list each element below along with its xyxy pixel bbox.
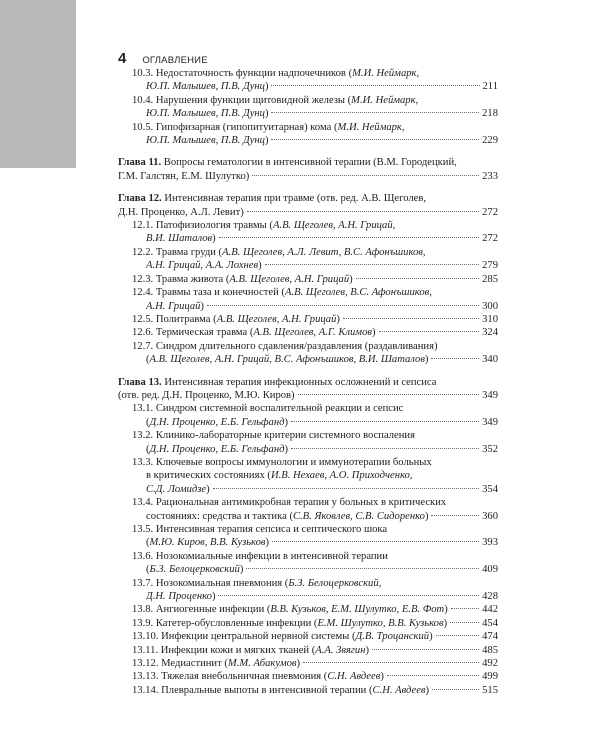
- title-text: Интенсивная терапия при травме (отв. ред. А.В. Щеголев,: [161, 193, 426, 205]
- authors-text: Д.Н. Проценко: [146, 591, 212, 603]
- authors-text: А.В. Щеголев, А.Л. Левит, В.С. Афонъшиков,: [222, 246, 426, 258]
- toc-entry[interactable]: [118, 273, 498, 286]
- toc-entry[interactable]: [118, 496, 498, 523]
- dot-leader: [218, 595, 479, 596]
- toc-line: [132, 340, 498, 353]
- toc-page-number: 352: [482, 443, 498, 455]
- toc-line-text: [132, 684, 429, 697]
- title-text: 10.3. Недостаточность функции надпочечников (: [132, 68, 353, 79]
- closing-text: ): [264, 108, 269, 120]
- toc-line-text: [132, 246, 426, 259]
- toc-page-number: 300: [482, 300, 498, 312]
- toc-entry[interactable]: [118, 121, 498, 148]
- toc-line: [132, 80, 498, 93]
- title-text: (: [146, 564, 150, 576]
- toc-line: [132, 577, 498, 590]
- dot-leader: [219, 237, 479, 238]
- closing-text: ): [284, 416, 288, 428]
- toc-line: [132, 496, 498, 509]
- title-text: 13.10. Инфекции центральной нервной системы (: [132, 631, 356, 643]
- toc-line: [132, 259, 498, 272]
- toc-page-number: 272: [482, 206, 498, 218]
- toc-entry[interactable]: [118, 340, 498, 367]
- title-text: 12.4. Травмы таза и конечностей (: [132, 287, 285, 299]
- authors-text: А.В. Щеголев, А.Г. Климов: [253, 327, 372, 339]
- closing-text: ): [200, 300, 204, 312]
- closing-text: ): [443, 617, 448, 629]
- toc-line: [132, 121, 498, 134]
- dot-leader: [356, 278, 479, 279]
- toc-line: [132, 300, 498, 313]
- authors-text: М.Ю. Киров, В.В. Кузьков: [149, 537, 266, 549]
- toc-entry[interactable]: [118, 684, 498, 697]
- toc-line-text: [146, 563, 243, 576]
- toc-page-number: 272: [482, 233, 498, 245]
- toc-line-text: [118, 156, 457, 169]
- toc-line-text: [132, 429, 415, 442]
- toc-line: [132, 246, 498, 259]
- title-text: (: [146, 443, 150, 455]
- toc-entry[interactable]: [118, 219, 498, 246]
- toc-page-number: 211: [482, 81, 498, 93]
- title-text: 13.11. Инфекции кожи и мягких тканей (: [132, 644, 316, 656]
- authors-text: А.В. Щеголев, А.Н. Грицай: [229, 273, 350, 285]
- toc-line-text: [146, 259, 262, 272]
- toc-line-text: [132, 550, 388, 563]
- toc-line: [118, 170, 498, 183]
- authors-text: С.Н. Авдеев: [372, 684, 426, 696]
- toc-line-text: [146, 483, 210, 496]
- closing-text: ): [265, 537, 270, 549]
- toc-line: [132, 617, 498, 630]
- title-text: 13.13. Тяжелая внебольничная пневмония (: [132, 671, 328, 683]
- toc-entry[interactable]: [118, 313, 498, 326]
- title-text: 13.2. Клинико-лабораторные критерии системного воспаления: [132, 430, 415, 442]
- toc-line-text: [132, 340, 438, 353]
- dot-leader: [271, 139, 479, 140]
- dot-leader: [252, 175, 479, 176]
- closing-text: ): [284, 443, 288, 455]
- toc-chapter[interactable]: [118, 192, 498, 219]
- toc-page-number: 349: [482, 389, 498, 401]
- authors-text: Ю.П. Малышев, П.В. Дунц: [146, 108, 265, 120]
- toc-page-number: 442: [482, 604, 498, 616]
- toc-page-number: 218: [482, 108, 498, 120]
- authors-text: А.В. Щеголев, В.С. Афонъшиков,: [284, 287, 432, 299]
- toc-line: [132, 483, 498, 496]
- toc-line: [132, 670, 498, 683]
- toc-page-number: 428: [482, 591, 498, 603]
- dot-leader: [271, 85, 479, 86]
- toc-line-text: [132, 603, 448, 616]
- authors-text: А.В. Щеголев, А.Н. Грицай: [216, 313, 337, 325]
- toc-line-text: [146, 469, 412, 482]
- toc-entry[interactable]: [118, 577, 498, 604]
- toc-page-number: 454: [482, 617, 498, 629]
- toc-entry[interactable]: [118, 456, 498, 496]
- title-text: (отв. ред. Д.Н. Проценко, М.Ю. Киров): [118, 389, 295, 401]
- title-text: 12.6. Термическая травма (: [132, 327, 254, 339]
- toc-line-text: [146, 443, 288, 456]
- closing-text: ): [211, 591, 216, 603]
- title-text: 10.4. Нарушения функции щитовидной железы (: [132, 94, 352, 106]
- authors-text: Б.З. Белоцерковский: [149, 564, 240, 576]
- toc-line-text: [118, 170, 249, 183]
- closing-text: ): [424, 354, 429, 366]
- closing-text: ): [429, 631, 433, 643]
- title-text: (: [146, 537, 150, 549]
- toc-line: [132, 232, 498, 245]
- toc-line-text: [132, 402, 403, 415]
- toc-line: [132, 469, 498, 482]
- toc-page-number: 324: [482, 327, 498, 339]
- toc-line-text: [146, 107, 268, 120]
- toc-line-text: [146, 134, 268, 147]
- toc-page-number: 340: [482, 354, 498, 366]
- toc-entry[interactable]: [118, 67, 498, 94]
- closing-text: ): [212, 233, 216, 245]
- toc-line: [132, 67, 498, 80]
- authors-text: С.Д. Ломидзе: [146, 483, 207, 495]
- toc-page-number: 499: [482, 671, 498, 683]
- toc-line-text: [146, 416, 288, 429]
- toc-line-text: [146, 232, 216, 245]
- toc-line-text: [132, 670, 384, 683]
- closing-text: ): [425, 684, 430, 696]
- chapter-label: Глава 13.: [118, 376, 162, 388]
- closing-text: ): [206, 483, 210, 495]
- authors-text: Д.Н. Проценко, Е.Б. Гельфанд: [149, 416, 285, 428]
- authors-text: И.В. Нехаев, А.О. Приходченко,: [270, 470, 413, 482]
- title-text: 13.1. Синдром системной воспалительной реакции и сепсис: [132, 403, 404, 415]
- authors-text: Б.З. Белоцерковский,: [288, 577, 382, 589]
- toc-page-number: 409: [482, 564, 498, 576]
- title-text: 13.12. Медиастинит (: [132, 658, 228, 670]
- toc-line: [118, 376, 498, 389]
- toc-line: [132, 107, 498, 120]
- dot-leader: [431, 358, 479, 359]
- page-header: [118, 50, 208, 67]
- toc-line: [132, 219, 498, 232]
- toc-line-text: [132, 523, 387, 536]
- toc-entry[interactable]: [118, 94, 498, 121]
- title-text: 13.7. Нозокомиальная пневмония (: [132, 577, 289, 589]
- toc-line: [132, 603, 498, 616]
- toc-line-text: [118, 192, 426, 205]
- page-number: 4: [118, 50, 127, 67]
- dot-leader: [246, 568, 479, 569]
- toc-line: [132, 326, 498, 339]
- title-text: 10.5. Гипофизарная (гипопитуитарная) кома (: [132, 121, 338, 133]
- title-text: (: [146, 354, 150, 366]
- toc-line: [118, 206, 498, 219]
- toc-line: [118, 389, 498, 402]
- authors-text: Д.В. Троцанский: [355, 631, 430, 643]
- dot-leader: [372, 649, 479, 650]
- closing-text: ): [264, 135, 269, 147]
- authors-text: А.Н. Грицай: [146, 300, 201, 312]
- chapter-label: Глава 11.: [118, 157, 162, 169]
- title-text: 12.5. Политравма (: [132, 313, 217, 325]
- dot-leader: [450, 622, 479, 623]
- toc-line: [132, 443, 498, 456]
- dot-leader: [265, 264, 479, 265]
- toc-line: [132, 456, 498, 469]
- toc-page-number: 474: [482, 631, 498, 643]
- title-text: в критических состояниях (: [146, 470, 271, 482]
- dot-leader: [432, 689, 479, 690]
- toc-entry[interactable]: [118, 523, 498, 550]
- toc-line: [132, 536, 498, 549]
- toc-line-text: [118, 389, 295, 402]
- toc-line-text: [132, 94, 418, 107]
- dot-leader: [431, 515, 479, 516]
- toc-line-text: [132, 313, 340, 326]
- toc-line: [132, 684, 498, 697]
- toc-line: [132, 550, 498, 563]
- toc-line-text: [132, 121, 405, 134]
- authors-text: Е.М. Шулутко, В.В. Кузьков: [317, 617, 444, 629]
- toc-line-text: [132, 273, 353, 286]
- closing-text: ): [296, 658, 301, 670]
- authors-text: М.И. Неймарк,: [352, 68, 420, 79]
- toc-line-text: [132, 577, 381, 590]
- table-of-contents: [118, 67, 498, 697]
- toc-line: [132, 353, 498, 366]
- toc-line: [132, 510, 498, 523]
- toc-entry[interactable]: [118, 617, 498, 630]
- title-text: 12.1. Патофизиология травмы (: [132, 220, 273, 232]
- authors-text: С.Н. Авдеев: [327, 671, 381, 683]
- toc-line-text: [132, 617, 447, 630]
- toc-line-text: [132, 456, 432, 469]
- toc-entry[interactable]: [118, 657, 498, 670]
- toc-line: [118, 156, 498, 169]
- toc-page-number: 310: [482, 313, 498, 325]
- toc-line: [132, 134, 498, 147]
- dot-leader: [387, 675, 479, 676]
- authors-text: А.А. Звягин: [315, 644, 366, 656]
- authors-text: А.Н. Грицай, А.А. Лохнев: [146, 260, 259, 272]
- dot-leader: [207, 305, 479, 306]
- toc-page-number: 285: [482, 273, 498, 285]
- title-text: Интенсивная терапия инфекционных осложнений и сепсиса: [161, 376, 437, 388]
- toc-line: [132, 523, 498, 536]
- title-text: Г.М. Галстян, Е.М. Шулутко): [118, 170, 250, 182]
- dot-leader: [291, 448, 479, 449]
- toc-page-number: 485: [482, 644, 498, 656]
- toc-line-text: [146, 353, 428, 366]
- dot-leader: [272, 541, 479, 542]
- toc-entry[interactable]: [118, 644, 498, 657]
- closing-text: ): [264, 81, 269, 93]
- toc-page-number: 349: [482, 416, 498, 428]
- toc-entry[interactable]: [118, 670, 498, 683]
- toc-line: [132, 644, 498, 657]
- toc-chapter[interactable]: [118, 376, 498, 403]
- toc-line-text: [132, 657, 300, 670]
- authors-text: В.И. Шаталов: [146, 233, 213, 245]
- closing-text: ): [380, 671, 384, 683]
- dot-leader: [247, 211, 479, 212]
- toc-line: [132, 657, 498, 670]
- header-title: ОГЛАВЛЕНИЕ: [142, 55, 208, 66]
- dot-leader: [436, 635, 479, 636]
- toc-line-text: [146, 80, 268, 93]
- toc-page-number: 233: [482, 170, 498, 182]
- dot-leader: [271, 112, 479, 113]
- toc-page-number: 360: [482, 510, 498, 522]
- toc-page-number: 354: [482, 483, 498, 495]
- authors-text: Д.Н. Проценко, Е.Б. Гельфанд: [149, 443, 285, 455]
- title-text: (: [146, 416, 150, 428]
- authors-text: С.В. Яковлев, С.В. Сидоренко: [292, 510, 425, 522]
- toc-line: [132, 590, 498, 603]
- toc-entry[interactable]: [118, 429, 498, 456]
- toc-entry[interactable]: [118, 603, 498, 616]
- toc-page-number: 229: [482, 135, 498, 147]
- toc-line-text: [132, 326, 376, 339]
- toc-line-text: [132, 644, 369, 657]
- title-text: 12.7. Синдром длительного сдавления/раздавления (раздавливания): [132, 340, 438, 352]
- dot-leader: [379, 331, 480, 332]
- dot-leader: [343, 318, 479, 319]
- title-text: 13.5. Интенсивная терапия сепсиса и септического шока: [132, 524, 388, 535]
- toc-line-text: [132, 67, 419, 80]
- toc-entry[interactable]: [118, 402, 498, 429]
- toc-page-number: 515: [482, 684, 498, 696]
- toc-line-text: [118, 376, 436, 389]
- toc-entry[interactable]: [118, 550, 498, 577]
- toc-line: [132, 630, 498, 643]
- toc-page-number: 492: [482, 658, 498, 670]
- toc-line: [132, 273, 498, 286]
- toc-line-text: [146, 536, 269, 549]
- authors-text: М.И. Неймарк,: [337, 121, 405, 133]
- toc-line-text: [146, 590, 215, 603]
- title-text: Вопросы гематологии в интенсивной терапии (В.М. Городецкий,: [161, 157, 457, 169]
- authors-text: М.И. Неймарк,: [351, 94, 419, 106]
- toc-line-text: [132, 219, 395, 232]
- title-text: 13.6. Нозокомиальные инфекции в интенсивной терапии: [132, 550, 388, 562]
- toc-line-text: [118, 206, 244, 219]
- toc-entry[interactable]: [118, 630, 498, 643]
- toc-entry[interactable]: [118, 326, 498, 339]
- closing-text: ): [371, 327, 376, 339]
- toc-line-text: [146, 510, 428, 523]
- title-text: состояниях: средства и тактика (: [146, 510, 293, 522]
- side-color-tab: [0, 0, 76, 168]
- closing-text: ): [365, 644, 369, 656]
- toc-line: [132, 563, 498, 576]
- authors-text: М.М. Абакумов: [227, 658, 297, 670]
- toc-line: [132, 313, 498, 326]
- toc-page-number: 393: [482, 537, 498, 549]
- toc-line-text: [146, 300, 204, 313]
- title-text: 13.8. Ангиогенные инфекции (: [132, 604, 271, 616]
- toc-line: [132, 94, 498, 107]
- toc-line-text: [132, 630, 433, 643]
- toc-line-text: [132, 496, 446, 509]
- chapter-label: Глава 12.: [118, 193, 162, 205]
- closing-text: ): [336, 313, 340, 325]
- dot-leader: [291, 421, 479, 422]
- authors-text: А.В. Щеголев, А.Н. Грицай, В.С. Афонъшиков, В.И. Шаталов: [149, 354, 425, 366]
- toc-line: [132, 429, 498, 442]
- dot-leader: [451, 608, 479, 609]
- title-text: 13.4. Рациональная антимикробная терапия у больных в критических: [132, 497, 447, 509]
- toc-line: [132, 416, 498, 429]
- dot-leader: [303, 662, 479, 663]
- title-text: 13.14. Плевральные выпоты в интенсивной терапии (: [132, 684, 373, 696]
- authors-text: А.В. Щеголев, А.Н. Грицай,: [272, 220, 396, 232]
- toc-entry[interactable]: [118, 246, 498, 273]
- dot-leader: [213, 488, 480, 489]
- toc-page-number: 279: [482, 260, 498, 272]
- authors-text: Ю.П. Малышев, П.В. Дунц: [146, 81, 265, 93]
- toc-chapter[interactable]: [118, 156, 498, 183]
- closing-text: ): [424, 510, 429, 522]
- title-text: 12.3. Травма живота (: [132, 273, 230, 285]
- closing-text: ): [349, 273, 353, 285]
- toc-line: [132, 402, 498, 415]
- title-text: Д.Н. Проценко, А.Л. Левит): [118, 206, 244, 218]
- authors-text: В.В. Кузьков, Е.М. Шулутко, Е.В. Фот: [270, 604, 445, 616]
- toc-line: [132, 286, 498, 299]
- toc-line: [118, 192, 498, 205]
- dot-leader: [298, 394, 480, 395]
- toc-entry[interactable]: [118, 286, 498, 313]
- title-text: 13.9. Катетер-обусловленные инфекции (: [132, 617, 318, 629]
- toc-line-text: [132, 286, 432, 299]
- closing-text: ): [239, 564, 244, 576]
- authors-text: Ю.П. Малышев, П.В. Дунц: [146, 135, 265, 147]
- closing-text: ): [444, 604, 448, 616]
- closing-text: ): [258, 260, 262, 272]
- title-text: 13.3. Ключевые вопросы иммунологии и иммунотерапии больных: [132, 456, 432, 468]
- title-text: 12.2. Травма груди (: [132, 246, 223, 258]
